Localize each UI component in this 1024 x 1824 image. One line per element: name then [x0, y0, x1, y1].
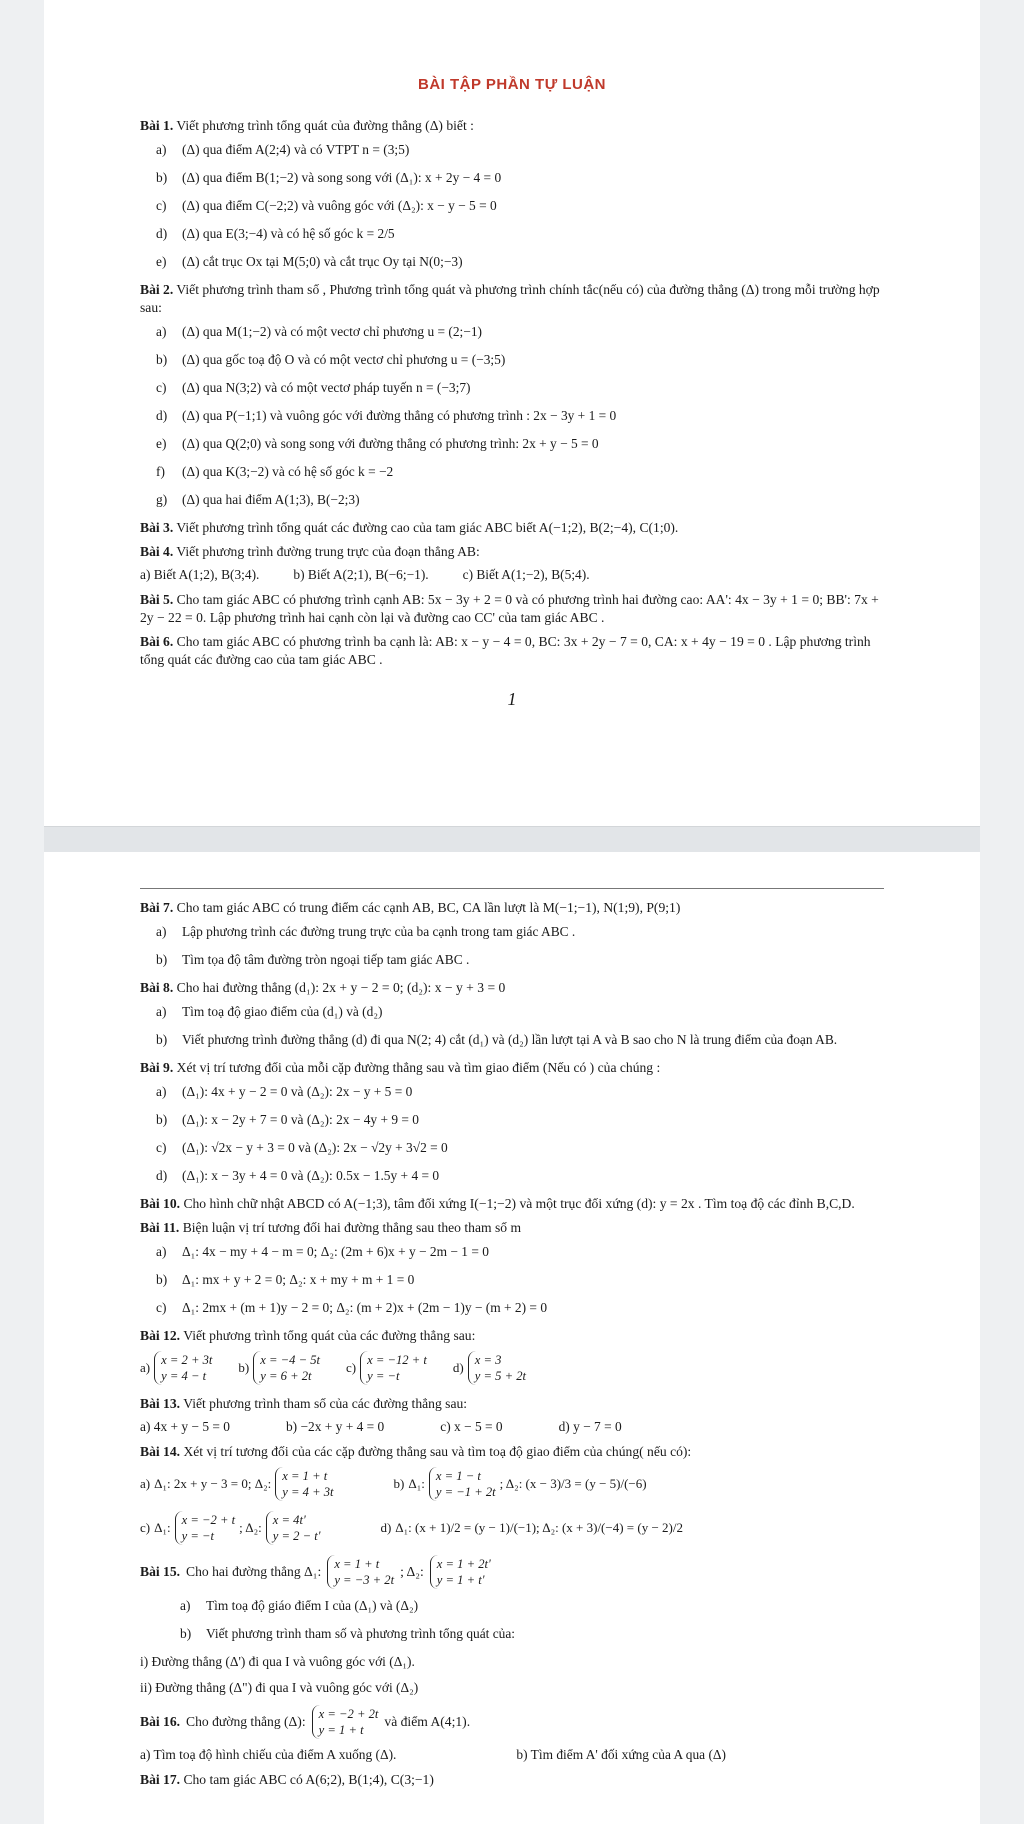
list-item: b) (Δ) qua điểm B(1;−2) và song song với (Δ₁): x + 2y − 4 = 0	[156, 170, 502, 185]
problem-5: Bài 5. Cho tam giác ABC có phương trình cạnh AB: 5x − 3y + 2 = 0 và có phương trình hai đường cao: AA': 4x − 3y + 1 = 0; BB': 7x + 2y − 22 = 0. Lập phương trình hai cạnh còn lại và đường cao CC' của tam giác ABC .	[140, 592, 879, 625]
page-number: 1	[507, 689, 517, 709]
list-item: d) (Δ₁): x − 3y + 4 = 0 và (Δ₂): 0.5x − 1.5y + 4 = 0	[156, 1168, 440, 1183]
page-separator	[44, 826, 980, 854]
list-item: f) (Δ) qua K(3;−2) và có hệ số góc k = −2	[156, 464, 394, 479]
list-item: d) y − 7 = 0	[558, 1419, 622, 1434]
list-item: ii) Đường thẳng (Δ") đi qua I và vuông góc với (Δ₂)	[140, 1680, 419, 1695]
list-item: g) (Δ) qua hai điểm A(1;3), B(−2;3)	[156, 492, 360, 507]
problem-12: Bài 12. Viết phương trình tổng quát của các đường thẳng sau: a) x = 2 + 3t y = 4 − t b) x = −4 − 5t y = 6 + 2t c) x = −12 + t y = −t d) x = 3 y = 5 + 2t	[140, 1328, 527, 1383]
problem-8: Bài 8. Cho hai đường thẳng (d₁): 2x + y − 2 = 0; (d₂): x − y + 3 = 0 a) Tìm toạ độ giao điểm của (d₁) và (d₂) b) Viết phương trình đường thẳng (d) đi qua N(2; 4) cắt (d₁) và (d₂) lần lượt tại A và B sao cho N là trung điểm của đoạn AB.	[140, 979, 884, 1049]
problem-text: Viết phương trình tổng quát của đường thẳng (Δ) biết :	[176, 118, 474, 133]
problem-17: Bài 17. Cho tam giác ABC có A(6;2), B(1;4), C(3;−1)	[140, 1772, 434, 1787]
list-item: a) Tìm toạ độ giao điểm của (d₁) và (d₂)	[156, 1004, 383, 1019]
list-item: c) Biết A(1;−2), B(5;4).	[462, 567, 590, 582]
list-item: e) (Δ) qua Q(2;0) và song song với đường thẳng có phương trình: 2x + y − 5 = 0	[156, 436, 599, 451]
problem-9: Bài 9. Xét vị trí tương đối của mỗi cặp đường thẳng sau và tìm giao điểm (Nếu có ) của chúng : a) (Δ₁): 4x + y − 2 = 0 và (Δ₂): 2x − y + 5 = 0 b) (Δ₁): x − 2y + 7 = 0 và (Δ₂): 2x − 4y + 9 = 0 c) (Δ₁): √2x − y + 3 = 0 và (Δ₂): 2x − √2y + 3√2 = 0 d) (Δ₁): x − 3y + 4 = 0 và (Δ₂): 0.5x − 1.5y + 4 = 0	[140, 1059, 884, 1185]
list-item: c) (Δ) qua điểm C(−2;2) và vuông góc với (Δ₂): x − y − 5 = 0	[156, 198, 497, 213]
divider	[140, 888, 884, 889]
problem-number: Bài 1.	[140, 118, 174, 133]
list-item: b) Viết phương trình tham số và phương trình tổng quát của:	[180, 1626, 516, 1641]
page-1	[44, 0, 980, 826]
list-item: b) Biết A(2;1), B(−6;−1).	[293, 567, 429, 582]
list-item: a) Δ₁: 4x − my + 4 − m = 0; Δ₂: (2m + 6)x + y − 2m − 1 = 0	[156, 1244, 489, 1259]
list-item: b) (Δ) qua gốc toạ độ O và có một vectơ chỉ phương u = (−3;5)	[156, 352, 506, 367]
list-item: i) Đường thẳng (Δ') đi qua I và vuông góc với (Δ₁).	[140, 1654, 415, 1669]
system-a: a) x = 2 + 3t y = 4 − t	[140, 1353, 213, 1383]
system-a: a) Δ₁: 2x + y − 3 = 0; Δ₂: x = 1 + t y = 4 + 3t	[140, 1469, 334, 1499]
system-b: b) x = −4 − 5t y = 6 + 2t	[238, 1353, 321, 1383]
system-b: b) Δ₁: x = 1 − t y = −1 + 2t ; Δ₂: (x − 3)/3 = (y − 5)/(−6)	[393, 1469, 647, 1499]
list-item: a) (Δ₁): 4x + y − 2 = 0 và (Δ₂): 2x − y + 5 = 0	[156, 1084, 413, 1099]
problem-1	[140, 117, 884, 271]
list-item: c) (Δ₁): √2x − y + 3 = 0 và (Δ₂): 2x − √2y + 3√2 = 0	[156, 1140, 448, 1155]
problem-text: Viết phương trình tham số , Phương trình tổng quát và phương trình chính tắc(nếu có) của đường thẳng (Δ) trong mỗi trường hợp sau:	[140, 282, 880, 315]
problem-14: Bài 14. Xét vị trí tương đối của các cặp đường thẳng sau và tìm toạ độ giao điểm của chúng( nếu có): a) Δ₁: 2x + y − 3 = 0; Δ₂: x = 1 + t y = 4 + 3t b) Δ₁: x = 1 − t y = −1 + 2t ; Δ₂: (x − 3)/3 = (y − 5)/(−6) c) Δ₁: x = −2 + t y = −t ; Δ₂: x = 4t' y = 2 − t' d) Δ₁: (x + 1)/2 = (y − 1)/(−1); Δ₂: (x + 3)/(−4) = (y − 2)/2	[140, 1444, 692, 1543]
list-item: a) Biết A(1;2), B(3;4).	[140, 567, 260, 582]
list-item: b) Tìm điểm A' đối xứng của A qua (Δ)	[516, 1747, 726, 1762]
list-item: c) (Δ) qua N(3;2) và có một vectơ pháp tuyến n = (−3;7)	[156, 380, 471, 395]
list-item: a) (Δ) qua M(1;−2) và có một vectơ chỉ phương u = (2;−1)	[156, 324, 482, 339]
list-item: d) (Δ) qua E(3;−4) và có hệ số góc k = 2/5	[156, 226, 395, 241]
list-item: d) (Δ) qua P(−1;1) và vuông góc với đường thẳng có phương trình : 2x − 3y + 1 = 0	[156, 408, 617, 423]
problem-4: Bài 4. Viết phương trình đường trung trực của đoạn thẳng AB: a) Biết A(1;2), B(3;4). b) Biết A(2;1), B(−6;−1). c) Biết A(1;−2), B(5;4).	[140, 544, 590, 582]
list-item: b) (Δ₁): x − 2y + 7 = 0 và (Δ₂): 2x − 4y + 9 = 0	[156, 1112, 419, 1127]
problem-13: Bài 13. Viết phương trình tham số của các đường thẳng sau: a) 4x + y − 5 = 0 b) −2x + y + 4 = 0 c) x − 5 = 0 d) y − 7 = 0	[140, 1396, 622, 1434]
problem-7: Bài 7. Cho tam giác ABC có trung điểm các cạnh AB, BC, CA lần lượt là M(−1;−1), N(1;9), P(9;1) a) Lập phương trình các đường trung trực của ba cạnh trong tam giác ABC . b) Tìm tọa độ tâm đường tròn ngoại tiếp tam giác ABC .	[140, 899, 884, 969]
list-item: a) (Δ) qua điểm A(2;4) và có VTPT n = (3;5)	[156, 142, 410, 157]
system-c: c) x = −12 + t y = −t	[346, 1353, 427, 1383]
problem-11: Bài 11. Biện luận vị trí tương đối hai đường thẳng sau theo tham số m a) Δ₁: 4x − my + 4 − m = 0; Δ₂: (2m + 6)x + y − 2m − 1 = 0 b) Δ₁: mx + y + 2 = 0; Δ₂: x + my + m + 1 = 0 c) Δ₁: 2mx + (m + 1)y − 2 = 0; Δ₂: (m + 2)x + (2m − 1)y − (m + 2) = 0	[140, 1219, 884, 1317]
list-item: b) −2x + y + 4 = 0	[285, 1419, 385, 1434]
list-item: a) Tìm toạ độ hình chiếu của điểm A xuống (Δ).	[140, 1747, 397, 1762]
list-item: b) Tìm tọa độ tâm đường tròn ngoại tiếp tam giác ABC .	[156, 952, 470, 967]
problem-15: Bài 15. Cho hai đường thẳng Δ₁: x = 1 + t y = −3 + 2t ; Δ₂: x = 1 + 2t' y = 1 + t' a) Tìm toạ độ giáo điểm I của (Δ₁) và (Δ₂) b) Viết phương trình tham số và phương trình tổng quát của: i) Đường thẳng (Δ') đi qua I và vuông góc với (Δ₁). ii) Đường thẳng (Δ") đi qua I và vuông góc với (Δ₂)	[140, 1555, 884, 1697]
problem-2	[140, 281, 884, 509]
problem-3: Bài 3. Viết phương trình tổng quát các đường cao của tam giác ABC biết A(−1;2), B(2;−4), C(1;0).	[140, 520, 679, 535]
list-item: c) Δ₁: 2mx + (m + 1)y − 2 = 0; Δ₂: (m + 2)x + (2m − 1)y − (m + 2) = 0	[156, 1300, 548, 1315]
problem-number: Bài 2.	[140, 282, 174, 297]
list-item: a) Lập phương trình các đường trung trực của ba cạnh trong tam giác ABC .	[156, 924, 576, 939]
list-item: b) Δ₁: mx + y + 2 = 0; Δ₂: x + my + m + 1 = 0	[156, 1272, 415, 1287]
system-c: c) Δ₁: x = −2 + t y = −t ; Δ₂: x = 4t' y = 2 − t'	[140, 1513, 321, 1543]
problem-16: Bài 16. Cho đường thẳng (Δ): x = −2 + 2t y = 1 + t và điểm A(4;1). a) Tìm toạ độ hình chiếu của điểm A xuống (Δ). b) Tìm điểm A' đối xứng của A qua (Δ)	[140, 1707, 726, 1762]
list-item: c) x − 5 = 0	[440, 1419, 503, 1434]
system-d: d) Δ₁: (x + 1)/2 = (y − 1)/(−1); Δ₂: (x + 3)/(−4) = (y − 2)/2	[380, 1520, 683, 1535]
page-title: BÀI TẬP PHẦN TỰ LUẬN	[417, 76, 606, 93]
list-item: a) 4x + y − 5 = 0	[140, 1419, 230, 1434]
list-item: b) Viết phương trình đường thẳng (d) đi qua N(2; 4) cắt (d₁) và (d₂) lần lượt tại A và B sao cho N là trung điểm của đoạn AB.	[156, 1032, 838, 1047]
list-item: e) (Δ) cắt trục Ox tại M(5;0) và cắt trục Oy tại N(0;−3)	[156, 254, 463, 269]
problem-6: Bài 6. Cho tam giác ABC có phương trình ba cạnh là: AB: x − y − 4 = 0, BC: 3x + 2y − 7 = 0, CA: x + 4y − 19 = 0 . Lập phương trình tổng quát các đường cao của tam giác ABC .	[140, 634, 871, 667]
system-d: d) x = 3 y = 5 + 2t	[452, 1353, 527, 1383]
problem-10: Bài 10. Cho hình chữ nhật ABCD có A(−1;3), tâm đối xứng I(−1;−2) và một trục đối xứng (d): y = 2x . Tìm toạ độ các đỉnh B,C,D.	[140, 1196, 855, 1211]
page-2	[44, 852, 980, 1824]
list-item: a) Tìm toạ độ giáo điểm I của (Δ₁) và (Δ₂)	[180, 1598, 419, 1613]
